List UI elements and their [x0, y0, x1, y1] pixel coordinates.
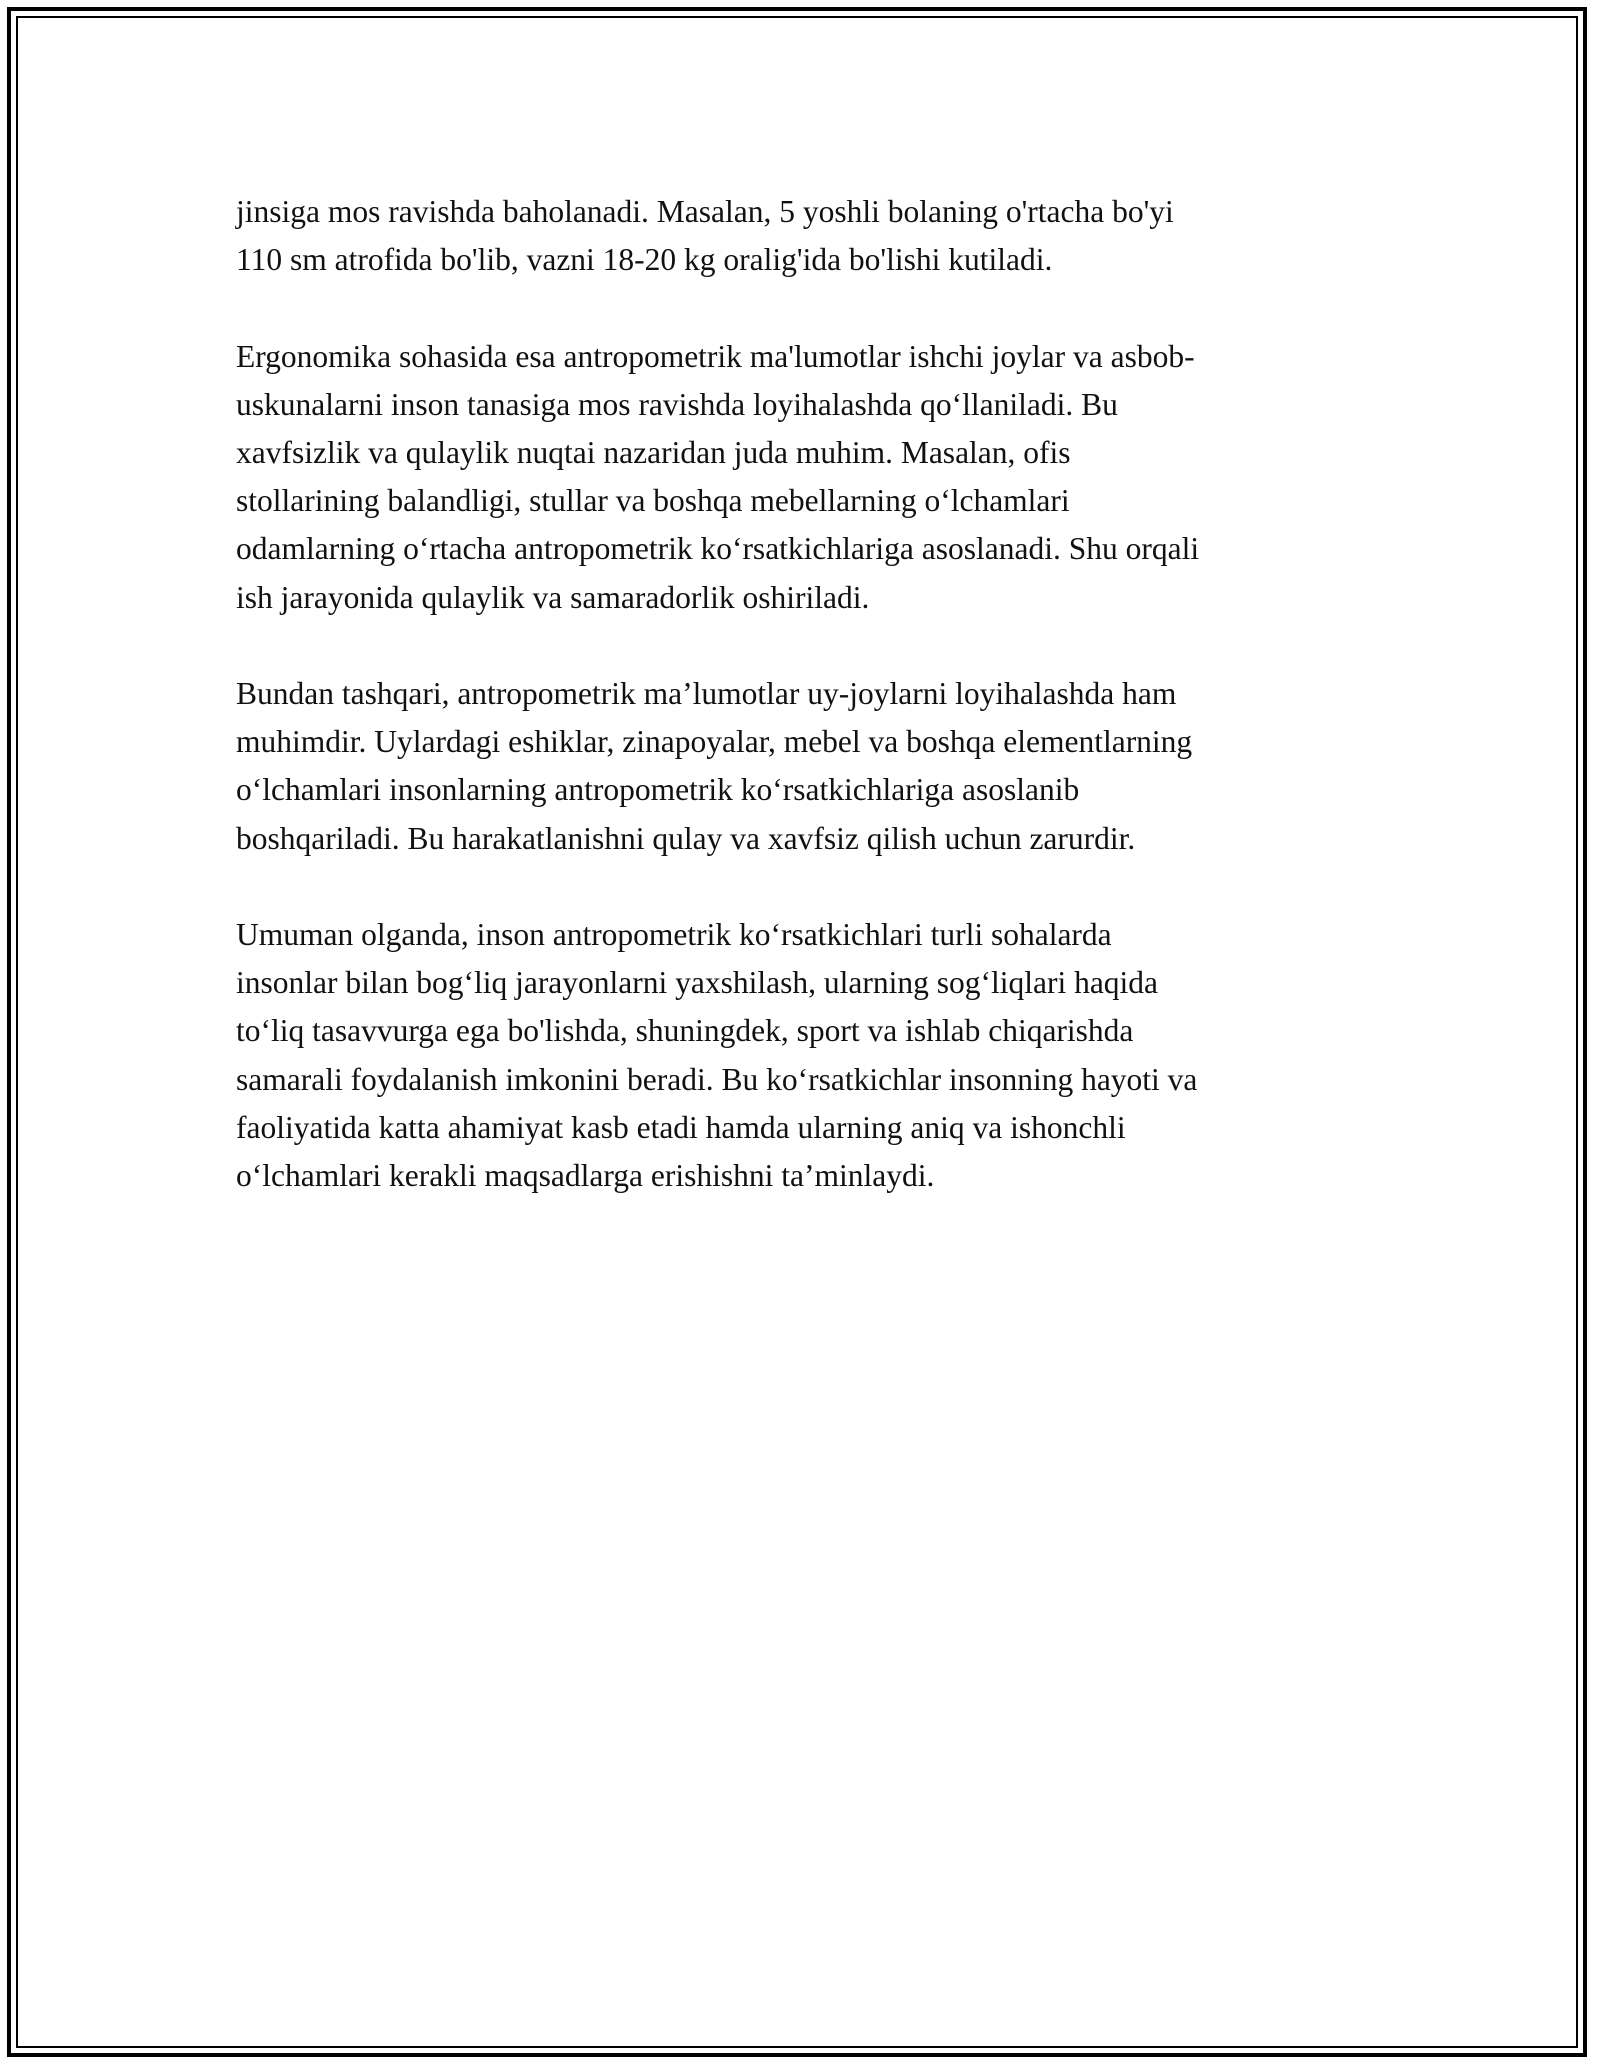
paragraph-2 — [236, 333, 1366, 622]
text-line: ish jarayonida qulaylik va samaradorlik oshiriladi. — [236, 579, 870, 615]
text-line: 110 sm atrofida bo'lib, vazni 18-20 kg oralig'ida bo'lishi kutiladi. — [236, 242, 1053, 278]
text-line: samarali foydalanish imkonini beradi. Bu ko‘rsatkichlar insonning hayoti va — [236, 1061, 1198, 1097]
text-line: uskunalarni inson tanasiga mos ravishda loyihalashda qo‘llaniladi. Bu — [236, 386, 1118, 422]
text-line: insonlar bilan bog‘liq jarayonlarni yaxshilash, ularning sog‘liqlari haqida — [236, 965, 1159, 1001]
text-line: o‘lchamlari kerakli maqsadlarga erishishni ta’minlaydi. — [236, 1158, 935, 1194]
text-line: stollarining balandligi, stullar va boshqa mebellarning o‘lchamlari — [236, 483, 1070, 519]
text-line: Umuman olganda, inson antropometrik ko‘rsatkichlari turli sohalarda — [236, 917, 1112, 952]
text-line: odamlarning o‘rtacha antropometrik ko‘rsatkichlariga asoslanadi. Shu orqali — [236, 531, 1200, 567]
paragraph-1 — [236, 188, 1366, 284]
text-line: Ergonomika sohasida esa antropometrik ma'lumotlar ishchi joylar va asbob- — [236, 338, 1195, 374]
text-line: o‘lchamlari insonlarning antropometrik ko‘rsatkichlariga asoslanib — [236, 772, 1080, 808]
document-body — [236, 188, 1366, 1248]
text-line: jinsiga mos ravishda baholanadi. Masalan, 5 yoshli bolaning o'rtacha bo'yi — [236, 194, 1174, 229]
text-line: boshqariladi. Bu harakatlanishni qulay va xavfsiz qilish uchun zarurdir. — [236, 820, 1136, 856]
text-line: to‘liq tasavvurga ega bo'lishda, shuningdek, sport va ishlab chiqarishda — [236, 1013, 1134, 1049]
text-line: faoliyatida katta ahamiyat kasb etadi hamda ularning aniq va ishonchli — [236, 1109, 1126, 1145]
paragraph-3 — [236, 670, 1366, 863]
text-line: xavfsizlik va qulaylik nuqtai nazaridan juda muhim. Masalan, ofis — [236, 435, 1071, 470]
text-line: muhimdir. Uylardagi eshiklar, zinapoyalar, mebel va boshqa elementlarning — [236, 724, 1193, 760]
text-line: Bundan tashqari, antropometrik ma’lumotlar uy-joylarni loyihalashda ham — [236, 676, 1177, 711]
paragraph-4 — [236, 911, 1366, 1200]
